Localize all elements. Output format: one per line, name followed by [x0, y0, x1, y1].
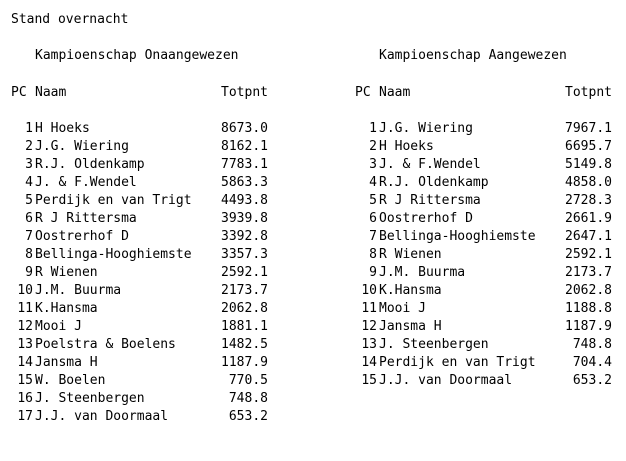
row-position: 13 [361, 337, 377, 352]
column-header-score: Totpnt [565, 85, 612, 100]
row-score: 3392.8 [221, 229, 268, 244]
row-name: J.J. van Doormaal [35, 409, 169, 424]
row-position: 6 [369, 211, 377, 226]
row-position: 1 [369, 121, 377, 136]
column-header-row [355, 84, 612, 102]
row-score: 1482.5 [221, 337, 268, 352]
row-name: R J Rittersma [35, 211, 137, 226]
row-position: 14 [361, 355, 377, 370]
page-title: Stand overnacht [11, 12, 129, 27]
table-body [11, 120, 268, 426]
row-name: J.J. van Doormaal [379, 373, 513, 388]
row-score: 4493.8 [221, 193, 268, 208]
row-position: 14 [17, 355, 33, 370]
row-name: Jansma H [379, 319, 442, 334]
table-row [11, 192, 268, 210]
row-score: 4858.0 [565, 175, 612, 190]
row-score: 8162.1 [221, 139, 268, 154]
row-score: 2173.7 [565, 265, 612, 280]
row-name: Perdijk en van Trigt [35, 193, 192, 208]
table-row [355, 372, 612, 390]
row-position: 11 [17, 301, 33, 316]
row-name: K.Hansma [35, 301, 98, 316]
table-row [11, 282, 268, 300]
row-score: 3357.3 [221, 247, 268, 262]
column-header-pc: PC [11, 85, 27, 100]
row-name: Bellinga-Hooghiemste [35, 247, 192, 262]
table-row [355, 246, 612, 264]
row-position: 5 [369, 193, 377, 208]
table-row [11, 138, 268, 156]
row-name: R J Rittersma [379, 193, 481, 208]
row-score: 2647.1 [565, 229, 612, 244]
row-score: 5149.8 [565, 157, 612, 172]
row-position: 10 [17, 283, 33, 298]
table-row [11, 372, 268, 390]
row-name: R.J. Oldenkamp [379, 175, 489, 190]
row-position: 8 [25, 247, 33, 262]
table-row [11, 246, 268, 264]
row-score: 1187.9 [221, 355, 268, 370]
row-position: 12 [361, 319, 377, 334]
row-name: J. Steenbergen [35, 391, 145, 406]
table-row [355, 192, 612, 210]
table-row [355, 318, 612, 336]
row-position: 10 [361, 283, 377, 298]
row-name: J.G. Wiering [35, 139, 129, 154]
row-score: 2173.7 [221, 283, 268, 298]
row-score: 1188.8 [565, 301, 612, 316]
table-row [11, 408, 268, 426]
table-row [11, 156, 268, 174]
row-position: 3 [25, 157, 33, 172]
row-score: 2592.1 [221, 265, 268, 280]
row-position: 17 [17, 409, 33, 424]
table-body [355, 120, 612, 390]
table-row [355, 210, 612, 228]
table-row [355, 264, 612, 282]
row-name: K.Hansma [379, 283, 442, 298]
column-header-pc: PC [355, 85, 371, 100]
row-name: Bellinga-Hooghiemste [379, 229, 536, 244]
row-position: 1 [25, 121, 33, 136]
row-score: 3939.8 [221, 211, 268, 226]
row-position: 5 [25, 193, 33, 208]
row-score: 2728.3 [565, 193, 612, 208]
row-score: 2592.1 [565, 247, 612, 262]
row-position: 7 [25, 229, 33, 244]
table-row [11, 264, 268, 282]
column-header-row [11, 84, 268, 102]
table-row [355, 336, 612, 354]
row-name: W. Boelen [35, 373, 106, 388]
table-row [11, 174, 268, 192]
row-position: 9 [25, 265, 33, 280]
table-row [11, 120, 268, 138]
row-name: Mooi J [35, 319, 82, 334]
table-row [355, 156, 612, 174]
table-row [11, 336, 268, 354]
row-position: 4 [369, 175, 377, 190]
table-row [355, 228, 612, 246]
row-name: J.M. Buurma [379, 265, 466, 280]
table-row [11, 390, 268, 408]
row-score: 770.5 [228, 373, 268, 388]
table-row [355, 354, 612, 372]
row-position: 4 [25, 175, 33, 190]
row-position: 7 [369, 229, 377, 244]
row-score: 5863.3 [221, 175, 268, 190]
row-score: 748.8 [572, 337, 612, 352]
row-score: 2062.8 [221, 301, 268, 316]
table-row [11, 228, 268, 246]
row-position: 15 [17, 373, 33, 388]
row-score: 748.8 [228, 391, 268, 406]
row-score: 8673.0 [221, 121, 268, 136]
row-score: 7967.1 [565, 121, 612, 136]
row-name: Mooi J [379, 301, 426, 316]
row-score: 7783.1 [221, 157, 268, 172]
table-row [11, 210, 268, 228]
column-header-name: Naam [35, 85, 67, 100]
row-score: 704.4 [572, 355, 612, 370]
row-position: 3 [369, 157, 377, 172]
table-row [355, 174, 612, 192]
row-name: Jansma H [35, 355, 98, 370]
row-name: H Hoeks [379, 139, 434, 154]
row-position: 16 [17, 391, 33, 406]
table-row [11, 354, 268, 372]
row-score: 1187.9 [565, 319, 612, 334]
table-row [355, 138, 612, 156]
row-position: 6 [25, 211, 33, 226]
row-name: J. Steenbergen [379, 337, 489, 352]
row-name: J. & F.Wendel [379, 157, 481, 172]
table-title: Kampioenschap Onaangewezen [35, 48, 239, 63]
row-name: Poelstra & Boelens [35, 337, 176, 352]
row-score: 653.2 [228, 409, 268, 424]
row-score: 6695.7 [565, 139, 612, 154]
table-row [11, 300, 268, 318]
row-position: 2 [25, 139, 33, 154]
row-score: 2661.9 [565, 211, 612, 226]
table-row [355, 120, 612, 138]
row-position: 2 [369, 139, 377, 154]
row-position: 12 [17, 319, 33, 334]
row-position: 8 [369, 247, 377, 262]
row-position: 9 [369, 265, 377, 280]
row-name: R.J. Oldenkamp [35, 157, 145, 172]
row-score: 2062.8 [565, 283, 612, 298]
table-title: Kampioenschap Aangewezen [379, 48, 567, 63]
column-header-name: Naam [379, 85, 411, 100]
row-position: 15 [361, 373, 377, 388]
row-name: H Hoeks [35, 121, 90, 136]
table-row [355, 282, 612, 300]
row-name: R Wienen [35, 265, 98, 280]
row-name: J. & F.Wendel [35, 175, 137, 190]
row-name: Perdijk en van Trigt [379, 355, 536, 370]
row-name: J.M. Buurma [35, 283, 122, 298]
row-name: J.G. Wiering [379, 121, 473, 136]
row-name: R Wienen [379, 247, 442, 262]
row-name: Oostrerhof D [379, 211, 473, 226]
column-header-score: Totpnt [221, 85, 268, 100]
row-position: 11 [361, 301, 377, 316]
row-name: Oostrerhof D [35, 229, 129, 244]
row-score: 1881.1 [221, 319, 268, 334]
row-position: 13 [17, 337, 33, 352]
row-score: 653.2 [572, 373, 612, 388]
table-row [355, 300, 612, 318]
table-row [11, 318, 268, 336]
